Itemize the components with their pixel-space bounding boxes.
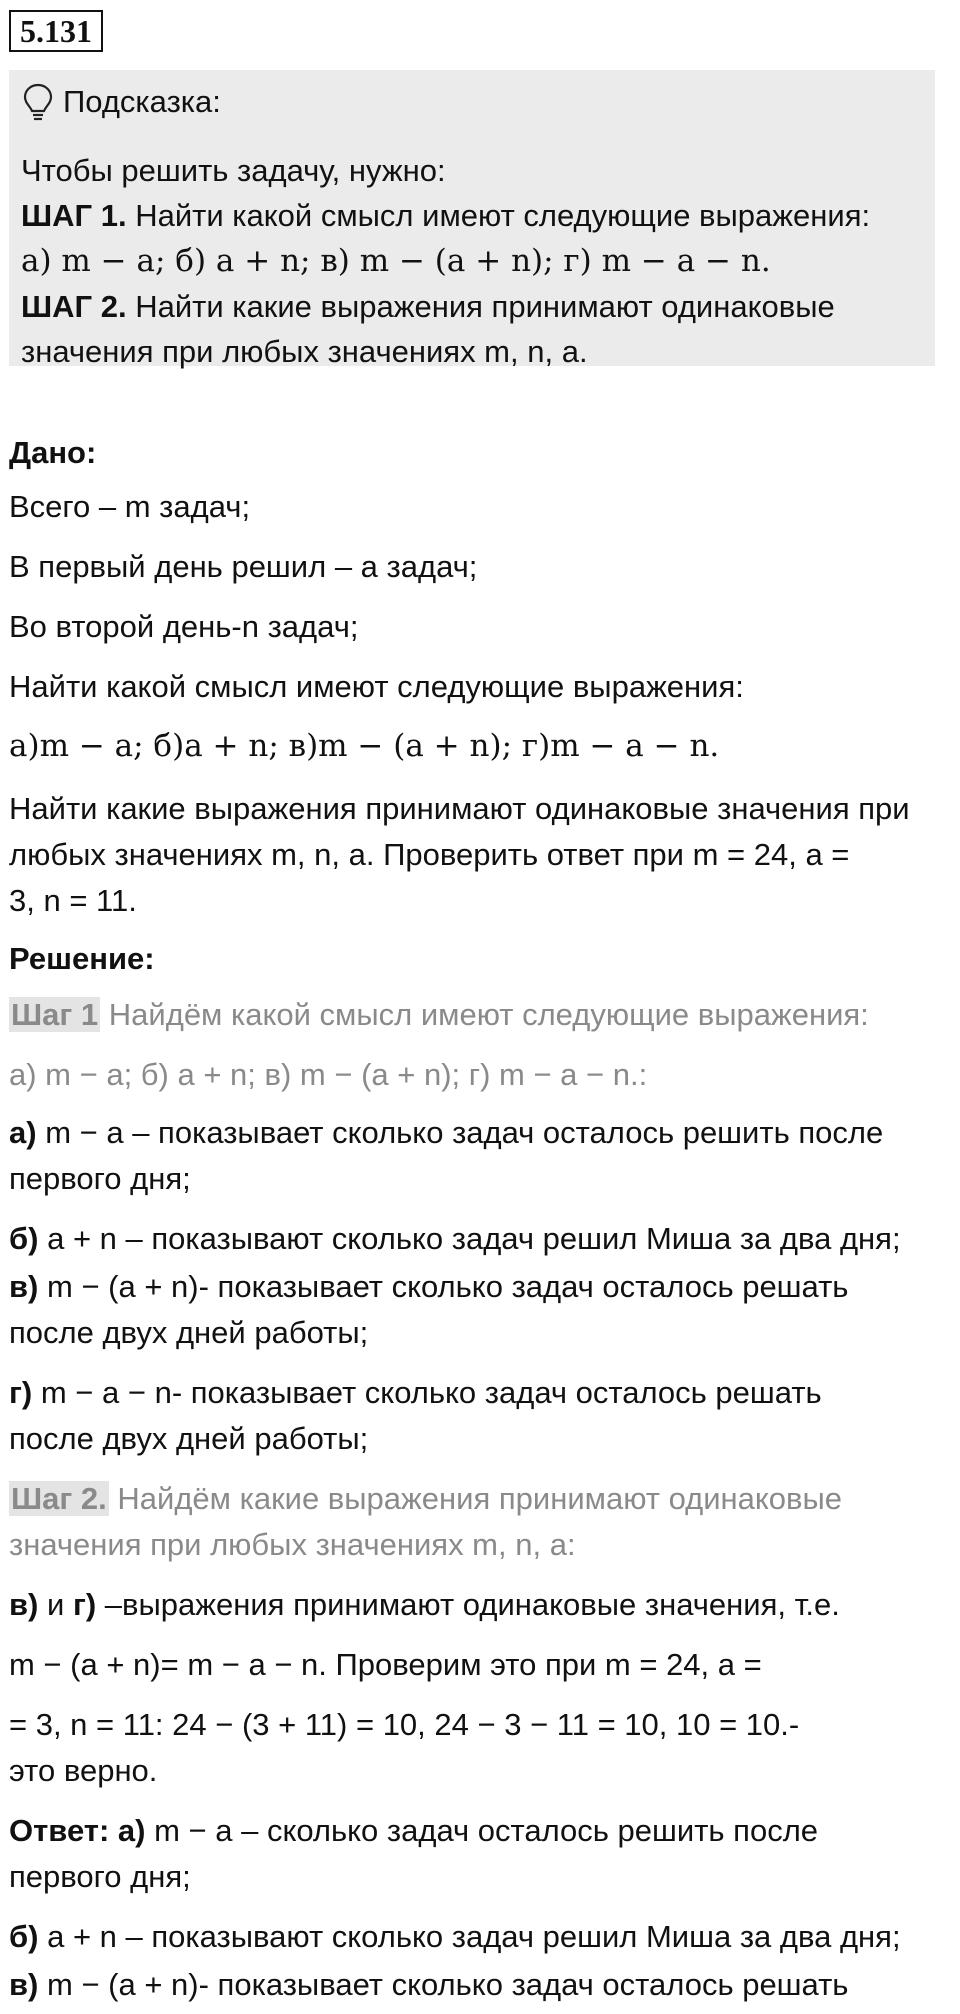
solution-step1: [9, 992, 944, 1037]
given-line-day2: Во второй день-n задач;: [9, 609, 359, 644]
solution-title-text: Решение:: [9, 941, 155, 976]
vg-label-1: в): [9, 1587, 39, 1622]
solution-step1-expr: а) m − a; б) a + n; в) m − (a + n); г) m − a − n.:: [9, 1057, 648, 1092]
answer-b-text: a + n – показывают сколько задач решил Миша за два дня;: [38, 1919, 901, 1954]
hint-title: Подсказка:: [63, 84, 221, 119]
lightbulb-icon: [21, 82, 55, 122]
problem-number: 5.131: [9, 10, 103, 52]
solution-item-g: [9, 1370, 944, 1415]
item-a-text: m − a – показывает сколько задач осталось решить после: [36, 1115, 884, 1150]
solution-vg-conclusion: [9, 1582, 944, 1627]
answer-label: Ответ:: [9, 1813, 110, 1848]
hint-box: [9, 70, 935, 369]
solution-item-b: [9, 1216, 944, 1261]
hint-step2-text: Найти какие выражения принимают одинаковые: [126, 289, 835, 324]
step2-text: Найдём какие выражения принимают одинаковые: [108, 1481, 843, 1516]
hint-step2-line2: значения при любых значениях m, n, a.: [21, 334, 588, 369]
solution-step2: [9, 1476, 944, 1521]
solution-step2-cont: значения при любых значениях m, n, a:: [9, 1527, 576, 1562]
solution-item-g-cont: после двух дней работы;: [9, 1421, 369, 1456]
given-line-task2: Найти какие выражения принимают одинаковые значения при: [9, 791, 910, 826]
answer-item-b: [9, 1914, 944, 1959]
given-line-expressions: а)m − a; б)a + n; в)m − (a + n); г)m − a − n.: [9, 728, 720, 764]
item-a-label: а): [9, 1115, 37, 1150]
hint-step1-label: ШАГ 1.: [21, 198, 127, 233]
answer-item-a-cont: первого дня;: [9, 1859, 191, 1894]
solution-check-line2: = 3, n = 11: 24 − (3 + 11) = 10, 24 − 3 − 11 = 10, 10 = 10.-: [9, 1707, 800, 1742]
solution-item-a: [9, 1110, 944, 1155]
step1-tag: Шаг 1: [11, 997, 99, 1032]
hint-step2-label: ШАГ 2.: [21, 289, 127, 324]
item-b-text: a + n – показывают сколько задач решил Миша за два дня;: [38, 1221, 901, 1256]
item-g-label: г): [9, 1375, 33, 1410]
given-line-check-values: 3, n = 11.: [9, 883, 137, 918]
item-v-text: m − (a + n)- показывает сколько задач осталось решать: [38, 1269, 849, 1304]
hint-step1-expr: [21, 238, 923, 284]
solution-item-v: [9, 1264, 944, 1309]
item-v-label: в): [9, 1269, 39, 1304]
given-title-text: Дано:: [9, 435, 97, 470]
hint-step1-expr-text: а) m − a; б) a + n; в) m − (a + n); г) m − a − n.: [21, 243, 771, 279]
given-line-day1: В первый день решил – a задач;: [9, 549, 478, 584]
hint-step1: [21, 193, 923, 238]
vg-text: –выражения принимают одинаковые значения, т.е.: [96, 1587, 840, 1622]
answer-v-label: в): [9, 1967, 39, 2002]
hint-step2: [21, 284, 923, 329]
answer-b-label: б): [9, 1919, 39, 1954]
item-g-text: m − a − n- показывает сколько задач осталось решать: [32, 1375, 822, 1410]
solution-title: [9, 936, 944, 981]
step2-tag: Шаг 2.: [11, 1481, 107, 1516]
solution-check-line1: m − (a + n)= m − a − n. Проверим это при m = 24, a =: [9, 1647, 762, 1682]
answer-a-text: m − a – сколько задач осталось решить после: [145, 1813, 819, 1848]
solution-item-v-cont: после двух дней работы;: [9, 1315, 369, 1350]
hint-intro: Чтобы решить задачу, нужно:: [21, 153, 446, 188]
given-title: [9, 430, 944, 475]
vg-and: и: [38, 1587, 73, 1622]
answer-v-text: m − (a + n)- показывает сколько задач осталось решать: [38, 1967, 849, 2002]
given-line-task2-cont: любых значениях m, n, a. Проверить ответ при m = 24, a =: [9, 837, 850, 872]
answer-item-v: [9, 1962, 944, 2007]
answer-a-label: а): [109, 1813, 146, 1848]
hint-header: [21, 74, 923, 130]
solution-check-line3: это верно.: [9, 1753, 158, 1788]
solution-item-a-cont: первого дня;: [9, 1161, 191, 1196]
given-line-total: Всего – m задач;: [9, 489, 251, 524]
step1-text: Найдём какой смысл имеют следующие выражения:: [100, 997, 869, 1032]
given-line-task1: Найти какой смысл имеют следующие выражения:: [9, 669, 744, 704]
item-b-label: б): [9, 1221, 39, 1256]
vg-label-2: г): [72, 1587, 97, 1622]
hint-step1-text: Найти какой смысл имеют следующие выражения:: [126, 198, 871, 233]
answer-item-a: [9, 1808, 944, 1853]
